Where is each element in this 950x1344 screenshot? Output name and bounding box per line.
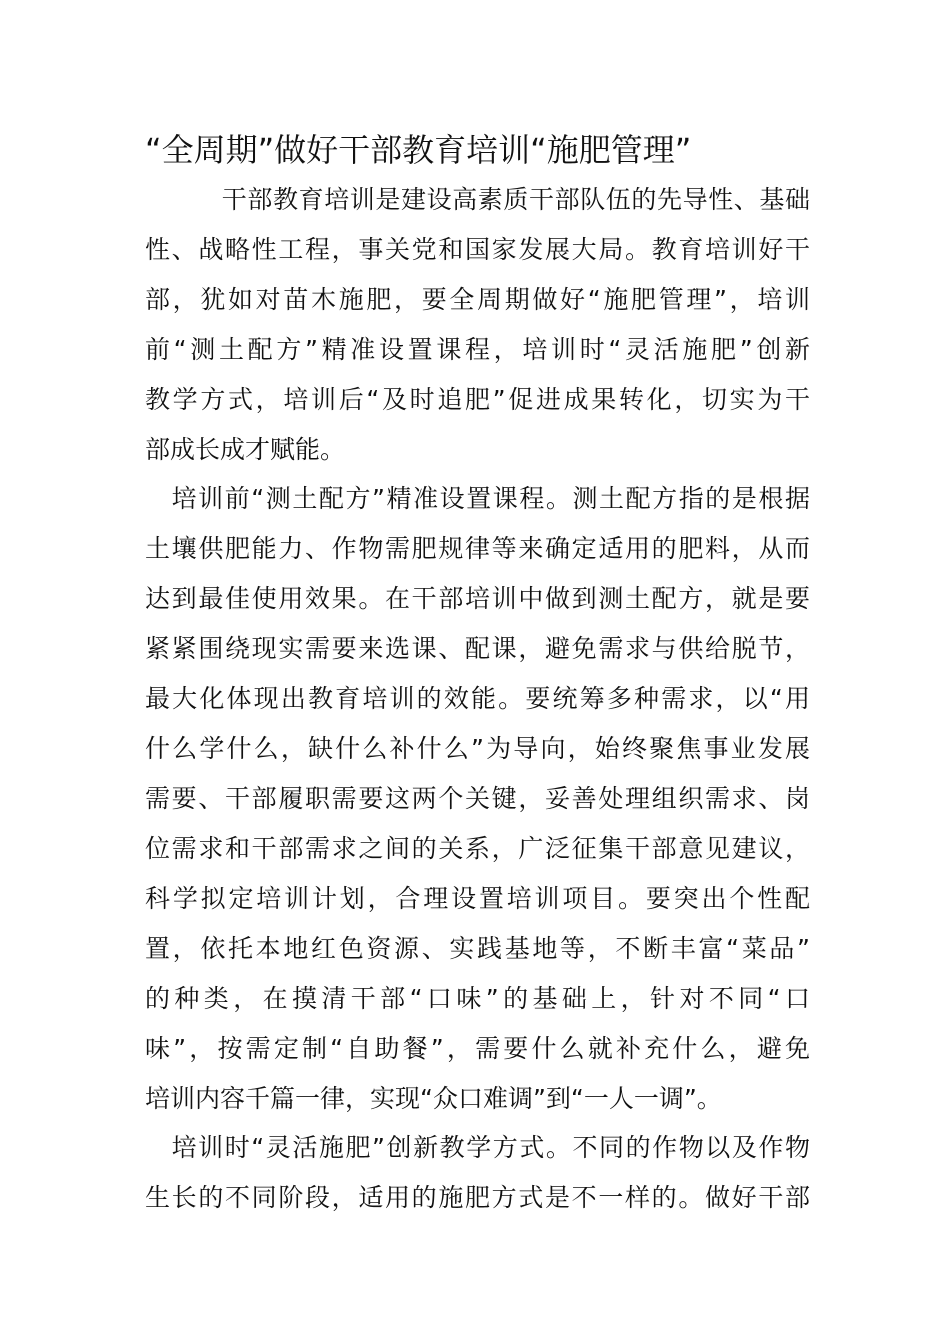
paragraph-line: 什么学什么，缺什么补什么”为导向，始终聚焦事业发展 [145,734,810,763]
paragraph-line: 前“测土配方”精准设置课程，培训时“灵活施肥”创新 [145,335,810,364]
paragraph-line: 科学拟定培训计划，合理设置培训项目。要突出个性配 [145,884,810,913]
paragraph-line: 培训内容千篇一律，实现“众口难调”到“一人一调”。 [145,1084,722,1113]
paragraph-line: 性、战略性工程，事关党和国家发展大局。教育培训好干 [145,235,810,264]
paragraph-line: 土壤供肥能力、作物需肥规律等来确定适用的肥料，从而 [145,534,810,563]
paragraph-line: 需要、干部履职需要这两个关键，妥善处理组织需求、岗 [145,784,810,813]
paragraph-line: 紧紧围绕现实需要来选课、配课，避免需求与供给脱节， [145,634,810,663]
document-title: “全周期”做好干部教育培训“施肥管理” [145,131,692,169]
paragraph-line: 置，依托本地红色资源、实践基地等，不断丰富“菜品” [145,934,810,963]
paragraph-line: 培训时“灵活施肥”创新教学方式。不同的作物以及作物 [145,1133,810,1162]
paragraph-line: 培训前“测土配方”精准设置课程。测土配方指的是根据 [145,484,810,513]
paragraph-line: 位需求和干部需求之间的关系，广泛征集干部意见建议， [145,834,810,863]
paragraph-line: 教学方式，培训后“及时追肥”促进成果转化，切实为干 [145,385,810,414]
paragraph-line: 最大化体现出教育培训的效能。要统筹多种需求，以“用 [145,684,810,713]
paragraph-line: 的种类，在摸清干部“口味”的基础上，针对不同“口 [145,984,810,1013]
paragraph-line: 部，犹如对苗木施肥，要全周期做好“施肥管理”，培训 [145,285,810,314]
paragraph-line: 达到最佳使用效果。在干部培训中做到测土配方，就是要 [145,584,810,613]
paragraph-line: 味”，按需定制“自助餐”，需要什么就补充什么，避免 [145,1034,810,1063]
paragraph-line: 干部教育培训是建设高素质干部队伍的先导性、基础 [145,185,810,214]
paragraph-line: 部成长成才赋能。 [145,435,346,464]
paragraph-line: 生长的不同阶段，适用的施肥方式是不一样的。做好干部 [145,1183,810,1212]
